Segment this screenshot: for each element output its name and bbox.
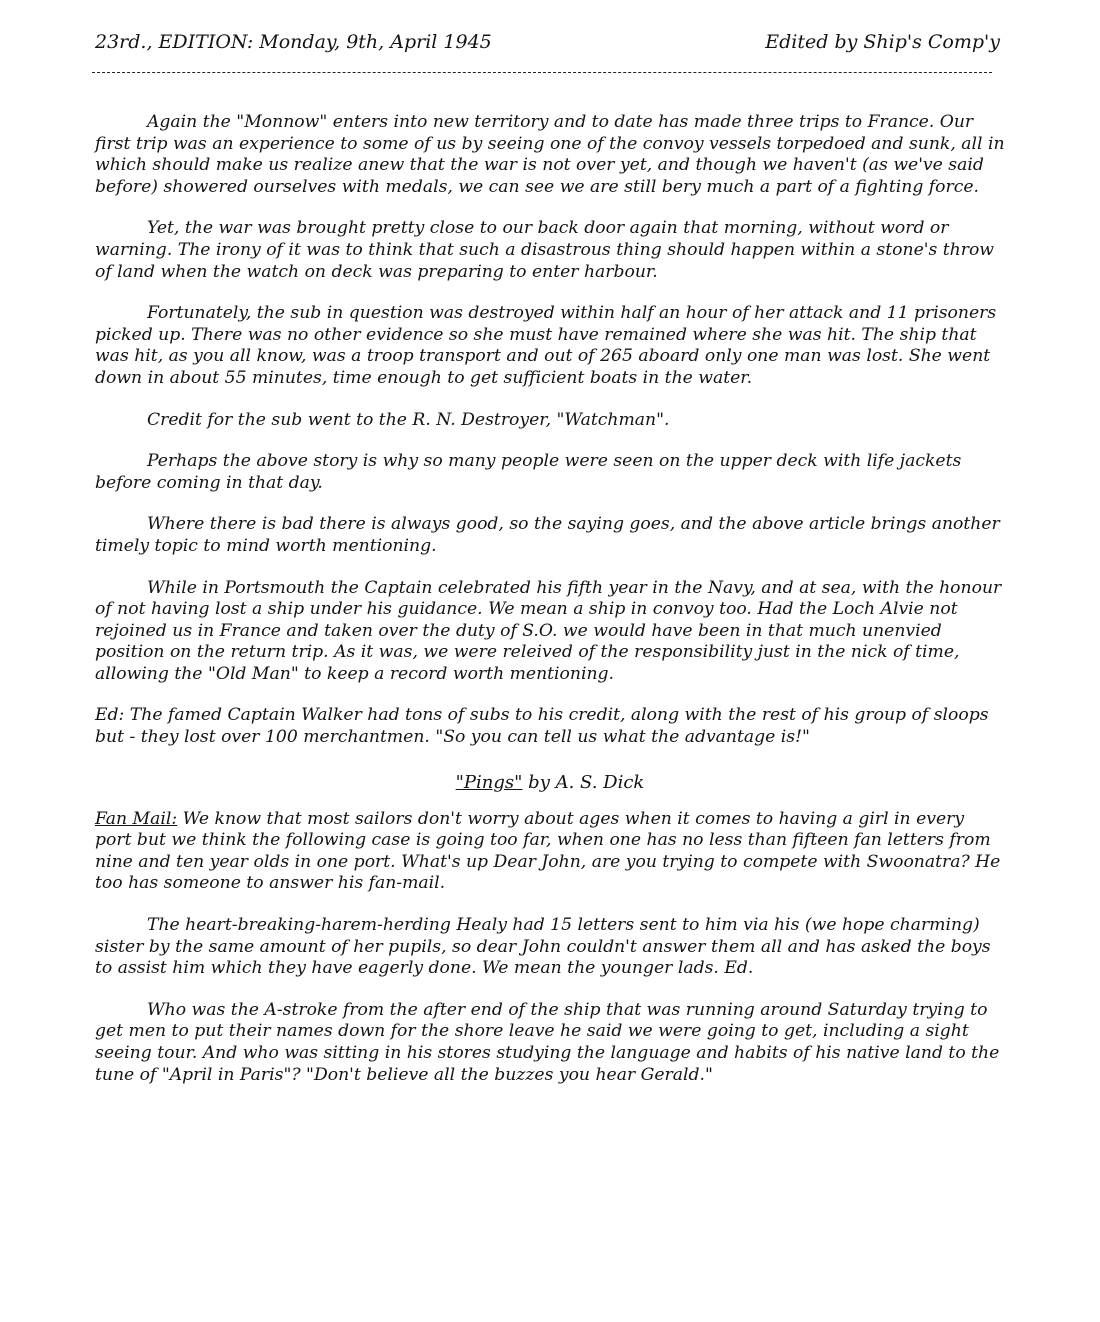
edition-date-line: 23rd., EDITION: Monday, 9th, April 1945 [95, 31, 492, 53]
paragraph-sub-destroyed: Fortunately, the sub in question was destroyed within half an hour of her attack and 11 prisoners picked up. There was no other evidence so she must have remained where she was hit. The ship that was hit, as you all know, was a troop transport and out of 265 aboard only one man was lost. She went down in about 55 minutes, time enough to get sufficient boats in the water. [95, 303, 997, 388]
paragraph-credit-watchman: Credit for the sub went to the R. N. Destroyer, "Watchman". [147, 409, 670, 430]
paragraph-war-close: Yet, the war was brought pretty close to our back door again that morning, without word or warning. The irony of it was to think that such a disastrous thing should happen within a stone's throw of land when the watch on deck was preparing to enter harbour. [95, 218, 995, 282]
paragraph-fan-mail [95, 809, 1005, 895]
editor-credit: Edited by Ship's Comp'y [765, 31, 1000, 53]
paragraph-bad-and-good: Where there is bad there is always good, so the saying goes, and the above article brings another timely topic to mind worth mentioning. [95, 514, 1000, 556]
paragraph-captain-record: While in Portsmouth the Captain celebrated his fifth year in the Navy, and at sea, with the honour of not having lost a ship under his guidance. We mean a ship in convoy too. Had the Loch Alvie not rejoined us in France and taken over the duty of S.O. we would have been in that much unenvied position on the return trip. As it was, we were releived of the responsibility just in the nick of time, allowing the "Old Man" to keep a record worth mentioning. [95, 577, 1002, 684]
article-body [95, 112, 1005, 1106]
paragraph-healy-letters: The heart-breaking-harem-herding Healy had 15 letters sent to him via his (we hope charming) sister by the same amount of her pupils, so dear John couldn't answer them all and has asked the boys to assist him which they have eagerly done. We mean the younger lads. Ed. [95, 915, 991, 979]
fan-mail-label: Fan Mail: [95, 808, 178, 829]
page-header [95, 24, 1000, 60]
paragraph-editor-note: Ed: The famed Captain Walker had tons of subs to his credit, along with the rest of his group of sloops but - they lost over 100 merchantmen. "So you can tell us what the advantage is!" [95, 705, 989, 748]
section-title [95, 771, 1005, 795]
paragraph-monnow-trips: Again the "Monnow" enters into new territory and to date has made three trips to France. Our first trip was an experience to some of us by seeing one of the convoy vessels torpedoed and sunk, all in which should make us realize anew that the war is not over yet, and though we haven't (as we've said before) showered ourselves with medals, we can see we are still bery much a part of a fighting force. [95, 112, 1005, 197]
fan-mail-text: We know that most sailors don't worry about ages when it comes to having a girl in every port but we think the following case is going too far, when one has no less than fifteen fan letters from nine and ten year olds in one port. What's up Dear John, are you trying to compete with Swoonatra? He too has someone to answer his fan-mail. [95, 808, 1001, 894]
paragraph-life-jackets: Perhaps the above story is why so many people were seen on the upper deck with life jackets before coming in that day. [95, 451, 962, 493]
section-title-name: "Pings" [455, 771, 523, 793]
dashed-divider [92, 72, 992, 73]
section-title-byline: by A. S. Dick [528, 771, 645, 793]
paragraph-a-stroke: Who was the A-stroke from the after end of the ship that was running around Saturday trying to get men to put their names down for the shore leave he said we were going to get, including a sight seeing tour. And who was sitting in his stores studying the language and habits of his native land to the tune of "April in Paris"? "Don't believe all the buzzes you hear Gerald." [95, 999, 1000, 1085]
